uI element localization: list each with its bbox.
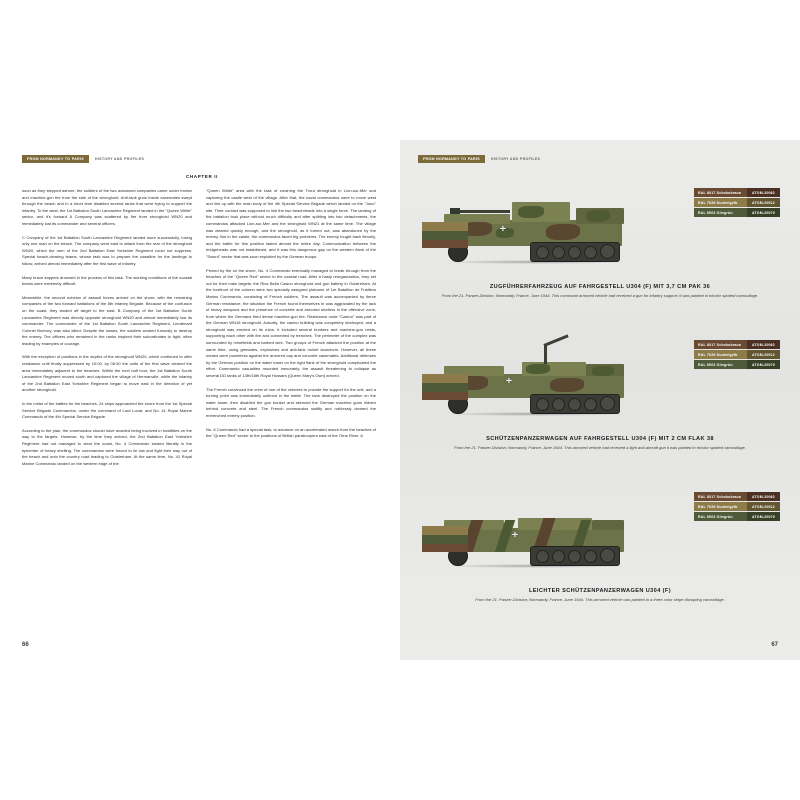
paragraph: No. 6 Commando had a special task, to advance on an accelerated march from the beaches of the "Queen Red" sector to the positions of British paratroopers east of the Orne River. A (206, 426, 376, 439)
color-chip-code: ATOM-20079 (747, 208, 780, 217)
right-page (400, 140, 800, 660)
color-chip-name: RAL 6003 Olivgrün (694, 512, 747, 521)
color-chip (694, 188, 780, 197)
book-spread (0, 140, 800, 660)
color-chip-list (694, 188, 780, 218)
color-chip-code: ATOM-20062 (747, 340, 780, 349)
profile-title: LEICHTER SCHÜTZENPANZERWAGEN U304 (F) (528, 588, 671, 594)
camouflage-swatch (422, 374, 468, 400)
color-chip (694, 350, 780, 359)
paragraph: soon as they stepped ashore, the soldiers of the two advanced companies came under mortar and machine-gun fire from the side of the stronghold. Anti-tank guns inside casemates swept through the beach and in a short time disabled several tanks that were trying to support the infantry. To the west, the 1st Battalion South Lancashire Regiment landed in the "Queen White" sector, and it's forward A Company was scattered by fire from stronghold WN20 and immediately lost its commander and several officers. (22, 188, 192, 226)
vehicle-profile (418, 474, 782, 626)
color-chip (694, 502, 780, 511)
vehicle-illustration (418, 170, 782, 282)
color-chip-code: ATOM-20062 (747, 492, 780, 501)
color-chip-name: RAL 7028 Dunkelgelb (694, 502, 747, 511)
camouflage-swatch (422, 222, 468, 248)
column-two (206, 188, 376, 474)
profile-caption: From the 21. Panzer-Division; Normandy, France, June 1944. This command armored vehicle had received a gun for infantry support; it was painted in tricolor spotted camouflage. (441, 293, 759, 298)
header-section-label: HISTORY AND PROFILES (490, 157, 541, 161)
vehicle-illustration (418, 322, 782, 434)
color-chip-code: ATOM-20079 (747, 512, 780, 521)
color-chip (694, 512, 780, 521)
color-chip-name: RAL 8017 Schokobraun (694, 492, 747, 501)
color-chip-name: RAL 6003 Olivgrün (694, 208, 747, 217)
color-chip (694, 208, 780, 217)
color-chip-code: ATOM-20012 (747, 502, 780, 511)
color-chip-list (694, 340, 780, 370)
paragraph: "Queen White" area with the task of crushing the Trout stronghold in Lion-sur-Mer and capturing the castle west of the village. After that, the naval commandos were to move west and link up with the main body of the 4th Special Service Brigade which landed on the "Juno" site. Their contact was supposed to link the two beachheads into a single force. The landing of the battalion took place without much difficulty and after splitting into two detachments, the commandos attacked Lion-sur-Mer and the stronghold WN21 at the same time. The village was cleared quickly enough, and the stronghold, as it turned out, was abandoned by the enemy. But in the castle, the commandos faced big problems. The enemy fought back fiercely, and the battle for this position lasted almost the entire day. Communication between the bridgeheads was not established, and it was this dangerous gap on the western flank of the "Sword" sector that was soon exploited by the German troops. (206, 188, 376, 259)
paragraph: In the midst of the battles for the beaches, 24 ships approached the shore from the 1st Special Service Brigade Commandos, under the command of Lord Lovat, and No. 41 Royal Marine Commando of the 4th Special Service Brigade. (22, 401, 192, 420)
paragraph: With the exception of positions in the depths of the stronghold WN20, which continued to offer resistance until finally suppressed by 10:00, by 08:30 the units of the first wave cleared the area immediately adjacent to the beaches. Within the next half hour, the 1st Battalion South Lancashire Regiment moved south and captured the village of Hermanville, while the infantry of the 2nd Battalion East Yorkshire Regiment began to move east in the direction of yet another stronghold. (22, 354, 192, 393)
header-section-label: HISTORY AND PROFILES (94, 157, 145, 161)
balkenkreuz-marking: ✛ (512, 532, 518, 539)
vehicle-illustration (418, 474, 782, 586)
color-chip-code: ATOM-20062 (747, 188, 780, 197)
profile-caption: From the 21. Panzer-Division; Normandy, France, June 1944. This armored vehicle had received a light anti-aircraft gun it was painted in tricolor spotted camouflage. (454, 445, 746, 450)
color-chip-name: RAL 8017 Schokobraun (694, 188, 747, 197)
profile-title: ZUGFÜHRERFAHRZEUG AUF FAHRGESTELL U304 (F) MIT 3,7 CM PAK 36 (489, 284, 711, 290)
paragraph: The French convinced the crew of one of the vehicles to provide fire support for the unit, and a turning point was immediately outlined in the battle. The tank destroyed the position on the water tower, then disabled the gun bunker and silenced the German machine guns hidden behind concrete and steel. The French commandos swiftly and ruthlessly cleared the entrenched enemy position. (206, 386, 376, 418)
color-chip-name: RAL 7028 Dunkelgelb (694, 198, 747, 207)
profile-caption: From the 21. Panzer-Division; Normandy, France, June 1944. This armored vehicle was painted in a three-color stripe disrupting camouflage. (475, 597, 725, 602)
profile-title: SCHÜTZENPANZERWAGEN AUF FAHRGESTELL U304 (F) MIT 2 CM FLAK 38 (486, 436, 714, 442)
color-chip-list (694, 492, 780, 522)
camouflage-swatch (422, 526, 468, 552)
color-chip (694, 360, 780, 369)
color-chip-code: ATOM-20012 (747, 198, 780, 207)
vehicle-profile (418, 322, 782, 474)
column-one (22, 188, 192, 474)
color-chip-code: ATOM-20012 (747, 350, 780, 359)
left-page-header (22, 154, 382, 164)
left-page (0, 140, 400, 660)
color-chip-name: RAL 6003 Olivgrün (694, 360, 747, 369)
color-chip (694, 492, 780, 501)
paragraph: According to the plan, the commandos should have avoided being involved in hostilities on the way to the targets. However, by the time they arrived, the 2nd Battalion East Yorkshire Regiment had not managed to clear the coast, No. 4 Commando landed literally in the epicenter of heavy shelling. The commandos were forced to lie low and fight their way out of the beach and onto the country road leading to Ouistreham. At the same time, No. 41 Royal Marine Commando landed on the western edge of the (22, 427, 192, 466)
text-columns (22, 188, 382, 474)
paragraph: Meanwhile, the second echelon of assault forces arrived on the shore, with the remaining companies of the two forward battalions of the 8th Infantry Brigade. Because of the confusion on the coast, they landed off target to the east. B Company of the 1st Battalion South Lancashire Regiment was directly opposite stronghold WN20 and almost immediately lost its commander. The commander of the 1st Battalion South Lancashire Regiment, Lieutenant Colonel Burbury, was also killed. Despite the losses, the soldiers worked furiously to destroy the enemy. The officers who remained in the ranks inspired their subordinates to fight, often leading by examples of courage. (22, 294, 192, 346)
color-chip-code: ATOM-20079 (747, 360, 780, 369)
vehicle-profile (418, 170, 782, 322)
color-chip-name: RAL 7028 Dunkelgelb (694, 350, 747, 359)
page-number-right: 67 (771, 642, 778, 648)
header-book-tag: FROM NORMANDY TO PARIS (418, 155, 485, 163)
balkenkreuz-marking: ✛ (506, 378, 512, 385)
paragraph: C Company of the 1st Battalion South Lancashire Regiment landed more successfully, losing only one man on the beach. The company went east to attack from the rear of the stronghold WN20, which the men of the 2nd Battalion East Yorkshire Regiment could not suppress. Special beach-clearing teams, whose task was to prepare the coastline for the landings to follow, arrived almost immediately after the first wave of infantry. (22, 234, 192, 266)
color-chip-name: RAL 8017 Schokobraun (694, 340, 747, 349)
color-chip (694, 198, 780, 207)
balkenkreuz-marking: ✛ (500, 226, 506, 233)
color-chip (694, 340, 780, 349)
paragraph: Many brave sappers drowned in the process of this task. The working conditions of the coastal teams were extremely difficult. (22, 274, 192, 287)
right-page-header (418, 154, 782, 164)
chapter-title: CHAPTER II (185, 174, 219, 179)
header-book-tag: FROM NORMANDY TO PARIS (22, 155, 89, 163)
page-number-left: 66 (22, 642, 29, 648)
paragraph: Pinned by fire on the shore, No. 4 Commando eventually managed to break through from the beaches of the "Queen Red" sector to the coastal road. After a hasty reorganization, they set out for their main targets: the Riva Bella Casino stronghold and gun battery in Ouistreham. At the forefront of the column were two specially assigned platoons of 1er Bataillon de Fusiliers Marins Commando, consisting of French soldiers. The assault was accompanied by fierce German resistance, the situation the French found themselves in was aggravated by the lack of heavy weapons and the presence of concrete and armored shelters in the offensive zone, from where the Germans fired dense machine-gun fire. Resistance node "Casino" was part of the German WN18 stronghold. Actually, the casino building was completely destroyed, and a stronghold was erected on its ruins. It included several bunkers and machine-gun nests, supporting each other with fire and connected by trenches. The perimeter of the complex was surrounded by minefields and barbed wire. Two groups of French attacked the position at the same time, using grenades, explosives and anti-tank rocket launchers. However, all these means were powerless against the armored cap and concrete casemates. Additional defenses by the German position on the water tower on the right flank of the stronghold complicated the effort. Commando casualties mounted inexorably, the assault threatening to collapse as several DD tanks of 13th/18th Royal Hussars (Queen Mary's Own) arrived. (206, 267, 376, 379)
